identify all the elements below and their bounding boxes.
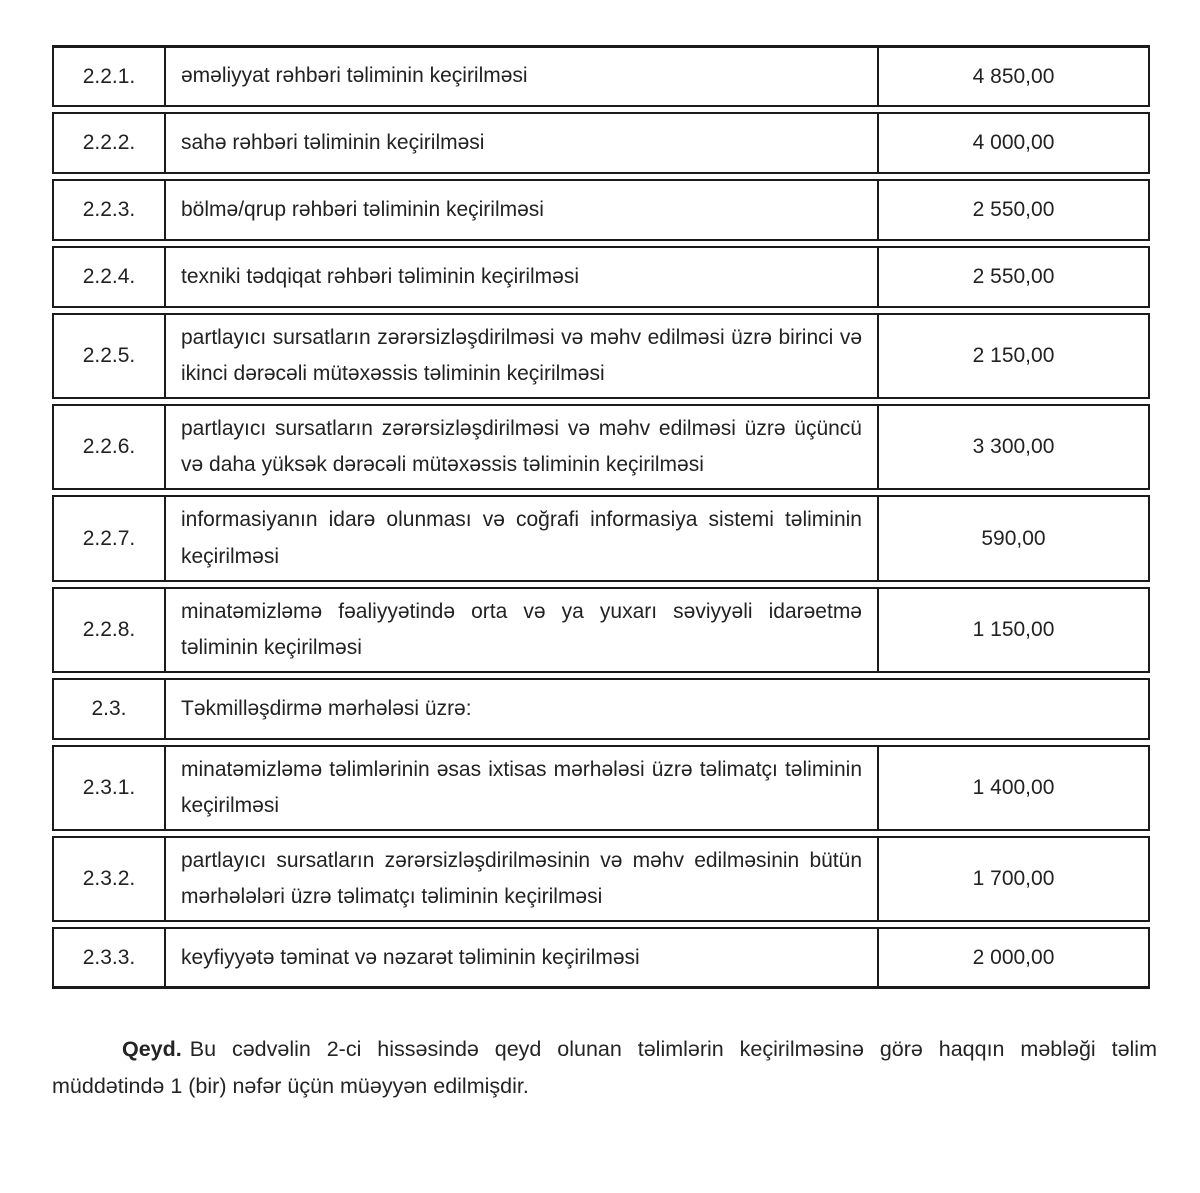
row-number: 2.2.8. <box>54 589 166 671</box>
row-number: 2.3. <box>54 680 166 738</box>
note-label: Qeyd. <box>122 1037 182 1062</box>
row-description-text: partlayıcı sursatların zərərsizləşdirilməsinin və məhv edilməsinin bütün mərhələləri üzrə təlimatçı təliminin keçirilməsi <box>181 849 862 909</box>
row-description <box>166 114 877 172</box>
row-description <box>166 929 877 986</box>
table-row <box>52 179 1150 241</box>
row-price: 590,00 <box>877 497 1148 579</box>
table-row <box>52 678 1150 740</box>
row-description-text: Təkmilləşdirmə mərhələsi üzrə: <box>181 696 472 720</box>
row-description-text: minatəmizləmə fəaliyyətində orta və ya yuxarı səviyyəli idarəetmə təliminin keçirilməsi <box>181 599 862 659</box>
table-row <box>52 112 1150 174</box>
row-price: 2 150,00 <box>877 315 1148 397</box>
price-table <box>52 45 1150 989</box>
row-description <box>166 680 1148 738</box>
table-row <box>52 836 1150 922</box>
table-row <box>52 404 1150 490</box>
row-description <box>166 48 877 105</box>
row-price: 1 400,00 <box>877 747 1148 829</box>
row-number: 2.2.1. <box>54 48 166 105</box>
row-description <box>166 315 877 397</box>
row-description <box>166 589 877 671</box>
table-row <box>52 745 1150 831</box>
row-description <box>166 497 877 579</box>
row-price: 2 550,00 <box>877 181 1148 239</box>
row-description <box>166 747 877 829</box>
row-price: 4 000,00 <box>877 114 1148 172</box>
row-description-text: partlayıcı sursatların zərərsizləşdirilməsi və məhv edilməsi üzrə birinci və ikinci dərəcəli mütəxəssis təliminin keçirilməsi <box>181 326 862 386</box>
row-description-text: əməliyyat rəhbəri təliminin keçirilməsi <box>181 64 528 88</box>
row-description-text: sahə rəhbəri təliminin keçirilməsi <box>181 130 485 154</box>
row-price: 4 850,00 <box>877 48 1148 105</box>
row-price: 3 300,00 <box>877 406 1148 488</box>
row-number: 2.3.1. <box>54 747 166 829</box>
row-number: 2.3.3. <box>54 929 166 986</box>
row-price: 2 550,00 <box>877 248 1148 306</box>
row-price: 1 150,00 <box>877 589 1148 671</box>
table-row <box>52 927 1150 989</box>
row-description-text: minatəmizləmə təlimlərinin əsas ixtisas mərhələsi üzrə təlimatçı təliminin keçirilməsi <box>181 757 862 817</box>
row-description <box>166 406 877 488</box>
row-number: 2.2.4. <box>54 248 166 306</box>
row-number: 2.2.5. <box>54 315 166 397</box>
row-description-text: bölmə/qrup rəhbəri təliminin keçirilməsi <box>181 197 544 221</box>
note-paragraph <box>52 1031 1157 1105</box>
table-row <box>52 587 1150 673</box>
row-description-text: keyfiyyətə təminat və nəzarət təliminin keçirilməsi <box>181 945 640 969</box>
row-number: 2.2.2. <box>54 114 166 172</box>
table-row <box>52 45 1150 107</box>
table-row <box>52 313 1150 399</box>
table-row <box>52 495 1150 581</box>
row-price: 1 700,00 <box>877 838 1148 920</box>
row-description-text: informasiyanın idarə olunması və coğrafi informasiya sistemi təliminin keçirilməsi <box>181 508 862 568</box>
row-number: 2.2.3. <box>54 181 166 239</box>
row-number: 2.2.7. <box>54 497 166 579</box>
table-row <box>52 246 1150 308</box>
note-text: Bu cədvəlin 2-ci hissəsində qeyd olunan təlimlərin keçirilməsinə görə haqqın məbləği təlim müddətində 1 (bir) nəfər üçün müəyyən edilmişdir. <box>52 1037 1157 1099</box>
row-description-text: texniki tədqiqat rəhbəri təliminin keçirilməsi <box>181 264 579 288</box>
row-description <box>166 181 877 239</box>
row-price: 2 000,00 <box>877 929 1148 986</box>
row-description-text: partlayıcı sursatların zərərsizləşdirilməsi və məhv edilməsi üzrə üçüncü və daha yüksək dərəcəli mütəxəssis təliminin keçirilməsi <box>181 417 862 477</box>
row-description <box>166 248 877 306</box>
row-description <box>166 838 877 920</box>
row-number: 2.2.6. <box>54 406 166 488</box>
row-number: 2.3.2. <box>54 838 166 920</box>
